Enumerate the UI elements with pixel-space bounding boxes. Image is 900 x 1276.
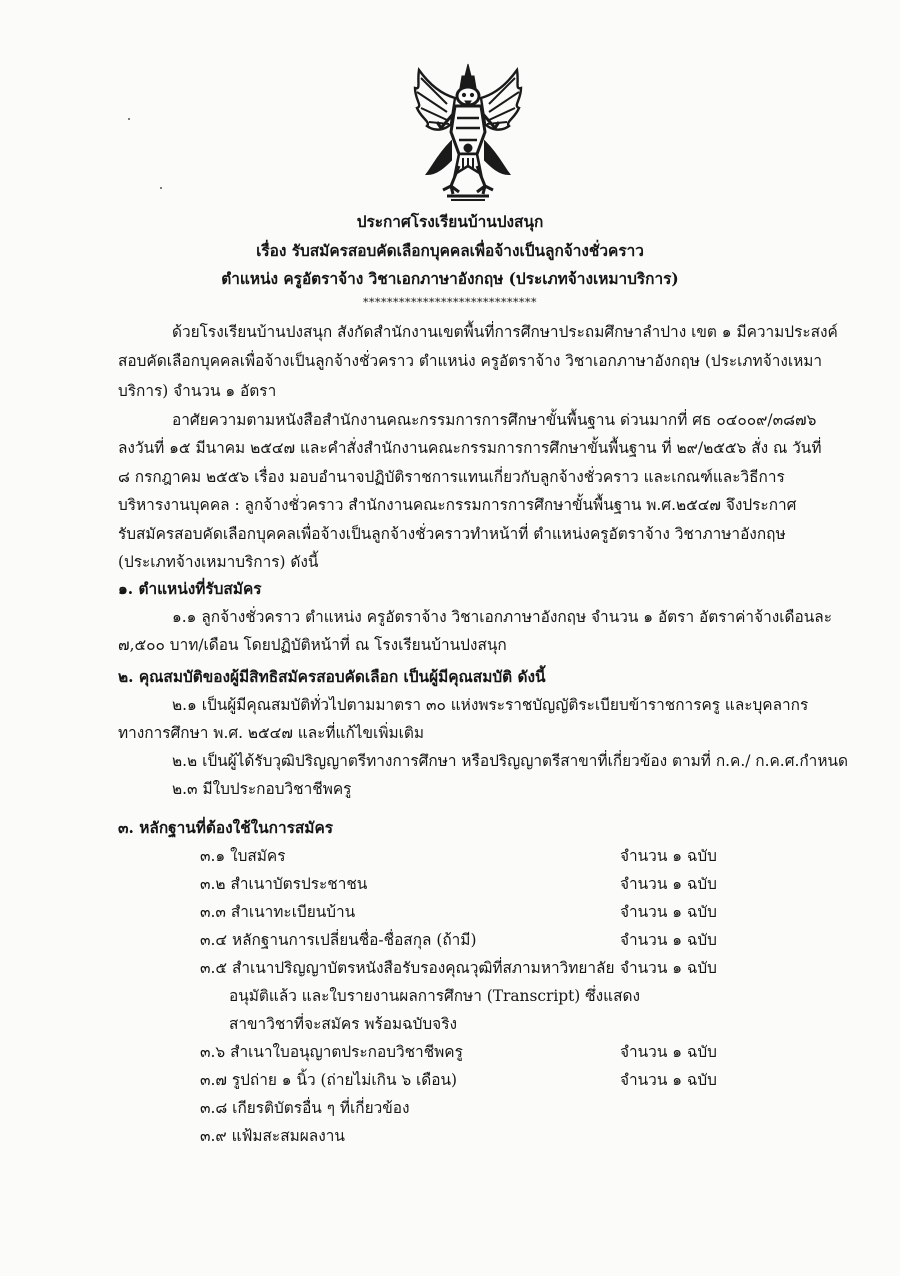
document-item-quantity: จำนวน ๑ ฉบับ	[620, 931, 717, 949]
section-1-item-1-line-2: ๗,๕๐๐ บาท/เดือน โดยปฏิบัติหน้าที่ ณ โรงเรียนบ้านปงสนุก	[118, 636, 507, 654]
document-item-label: ๓.๘ เกียรติบัตรอื่น ๆ ที่เกี่ยวข้อง	[200, 1099, 410, 1117]
section-1-item-1-line-1: ๑.๑ ลูกจ้างชั่วคราว ตำแหน่ง ครูอัตราจ้าง วิชาเอกภาษาอังกฤษ จำนวน ๑ อัตรา อัตราค่าจ้างเดือนละ	[172, 608, 832, 626]
announcement-subject: เรื่อง รับสมัครสอบคัดเลือกบุคคลเพื่อจ้างเป็นลูกจ้างชั่วคราว	[256, 242, 644, 260]
section-2-item-3: ๒.๓ มีใบประกอบวิชาชีพครู	[172, 780, 352, 798]
document-item-continuation: สาขาวิชาที่จะสมัคร พร้อมฉบับจริง	[229, 1015, 457, 1033]
document-item-quantity: จำนวน ๑ ฉบับ	[620, 1071, 717, 1089]
document-item-label: ๓.๔ หลักฐานการเปลี่ยนชื่อ-ชื่อสกุล (ถ้ามี)	[200, 931, 477, 949]
intro-paragraph-2-line-6: (ประเภทจ้างเหมาบริการ) ดังนี้	[118, 553, 319, 571]
header-divider: *****************************	[363, 296, 537, 309]
intro-paragraph-2-line-1: อาศัยความตามหนังสือสำนักงานคณะกรรมการการศึกษาขั้นพื้นฐาน ด่วนมากที่ ศธ ๐๔๐๐๙/๓๘๗๖	[172, 411, 817, 429]
section-3-heading: ๓. หลักฐานที่ต้องใช้ในการสมัคร	[118, 819, 334, 837]
intro-paragraph-2-line-2: ลงวันที่ ๑๕ มีนาคม ๒๕๔๗ และคำสั่งสำนักงานคณะกรรมการการศึกษาขั้นพื้นฐาน ที่ ๒๙/๒๕๕๖ สั่ง ณ วันที่	[118, 439, 822, 457]
document-item-label: ๓.๙ แฟ้มสะสมผลงาน	[200, 1127, 345, 1145]
intro-paragraph-1-line-3: บริการ) จำนวน ๑ อัตรา	[118, 382, 277, 400]
speck	[128, 118, 130, 120]
intro-paragraph-1-line-2: สอบคัดเลือกบุคคลเพื่อจ้างเป็นลูกจ้างชั่วคราว ตำแหน่ง ครูอัตราจ้าง วิชาเอกภาษาอังกฤษ (ประเภทจ้างเหมา	[118, 352, 823, 370]
document-item-label: ๓.๑ ใบสมัคร	[200, 847, 286, 865]
document-item-quantity: จำนวน ๑ ฉบับ	[620, 875, 717, 893]
section-2-item-1-line-1: ๒.๑ เป็นผู้มีคุณสมบัติทั่วไปตามมาตรา ๓๐ แห่งพระราชบัญญัติระเบียบข้าราชการครู และบุคลากร	[172, 696, 809, 714]
document-item-continuation: อนุมัติแล้ว และใบรายงานผลการศึกษา (Transcript) ซึ่งแสดง	[229, 987, 640, 1005]
document-item-label: ๓.๓ สำเนาทะเบียนบ้าน	[200, 903, 356, 921]
document-item-label: ๓.๖ สำเนาใบอนุญาตประกอบวิชาชีพครู	[200, 1043, 463, 1061]
intro-paragraph-1-line-1: ด้วยโรงเรียนบ้านปงสนุก สังกัดสำนักงานเขตพื้นที่การศึกษาประถมศึกษาลำปาง เขต ๑ มีความประสงค์	[172, 323, 838, 341]
section-2-heading: ๒. คุณสมบัติของผู้มีสิทธิสมัครสอบคัดเลือก เป็นผู้มีคุณสมบัติ ดังนี้	[118, 668, 546, 686]
document-item-quantity: จำนวน ๑ ฉบับ	[620, 1043, 717, 1061]
speck	[160, 187, 162, 189]
announcement-position: ตำแหน่ง ครูอัตราจ้าง วิชาเอกภาษาอังกฤษ (ประเภทจ้างเหมาบริการ)	[221, 270, 679, 288]
intro-paragraph-2-line-4: บริหารงานบุคคล : ลูกจ้างชั่วคราว สำนักงานคณะกรรมการการศึกษาขั้นพื้นฐาน พ.ศ.๒๕๔๗ จึงประกาศ	[118, 496, 797, 514]
intro-paragraph-2-line-3: ๘ กรกฎาคม ๒๕๕๖ เรื่อง มอบอำนาจปฏิบัติราชการแทนเกี่ยวกับลูกจ้างชั่วคราว และเกณฑ์และวิธีการ	[118, 468, 785, 486]
document-item-label: ๓.๕ สำเนาปริญญาบัตรหนังสือรับรองคุณวุฒิที่สภามหาวิทยาลัย	[200, 959, 615, 977]
document-item-quantity: จำนวน ๑ ฉบับ	[620, 903, 717, 921]
document-item-quantity: จำนวน ๑ ฉบับ	[620, 959, 717, 977]
intro-paragraph-2-line-5: รับสมัครสอบคัดเลือกบุคคลเพื่อจ้างเป็นลูกจ้างชั่วคราวทำหน้าที่ ตำแหน่งครูอัตราจ้าง วิชาภาษาอังกฤษ	[118, 525, 786, 543]
section-2-item-1-line-2: ทางการศึกษา พ.ศ. ๒๕๔๗ และที่แก้ไขเพิ่มเติม	[118, 724, 425, 742]
announcement-title: ประกาศโรงเรียนบ้านปงสนุก	[356, 213, 544, 231]
document-item-label: ๓.๗ รูปถ่าย ๑ นิ้ว (ถ่ายไม่เกิน ๖ เดือน)	[200, 1071, 458, 1089]
document-item-label: ๓.๒ สำเนาบัตรประชาชน	[200, 875, 368, 893]
garuda-emblem-icon	[407, 62, 529, 204]
section-1-heading: ๑. ตำแหน่งที่รับสมัคร	[118, 580, 262, 598]
section-2-item-2: ๒.๒ เป็นผู้ได้รับวุฒิปริญญาตรีทางการศึกษา หรือปริญญาตรีสาขาที่เกี่ยวข้อง ตามที่ ก.ค./ ก.ค.ศ.กำหนด	[172, 752, 848, 770]
document-item-quantity: จำนวน ๑ ฉบับ	[620, 847, 717, 865]
